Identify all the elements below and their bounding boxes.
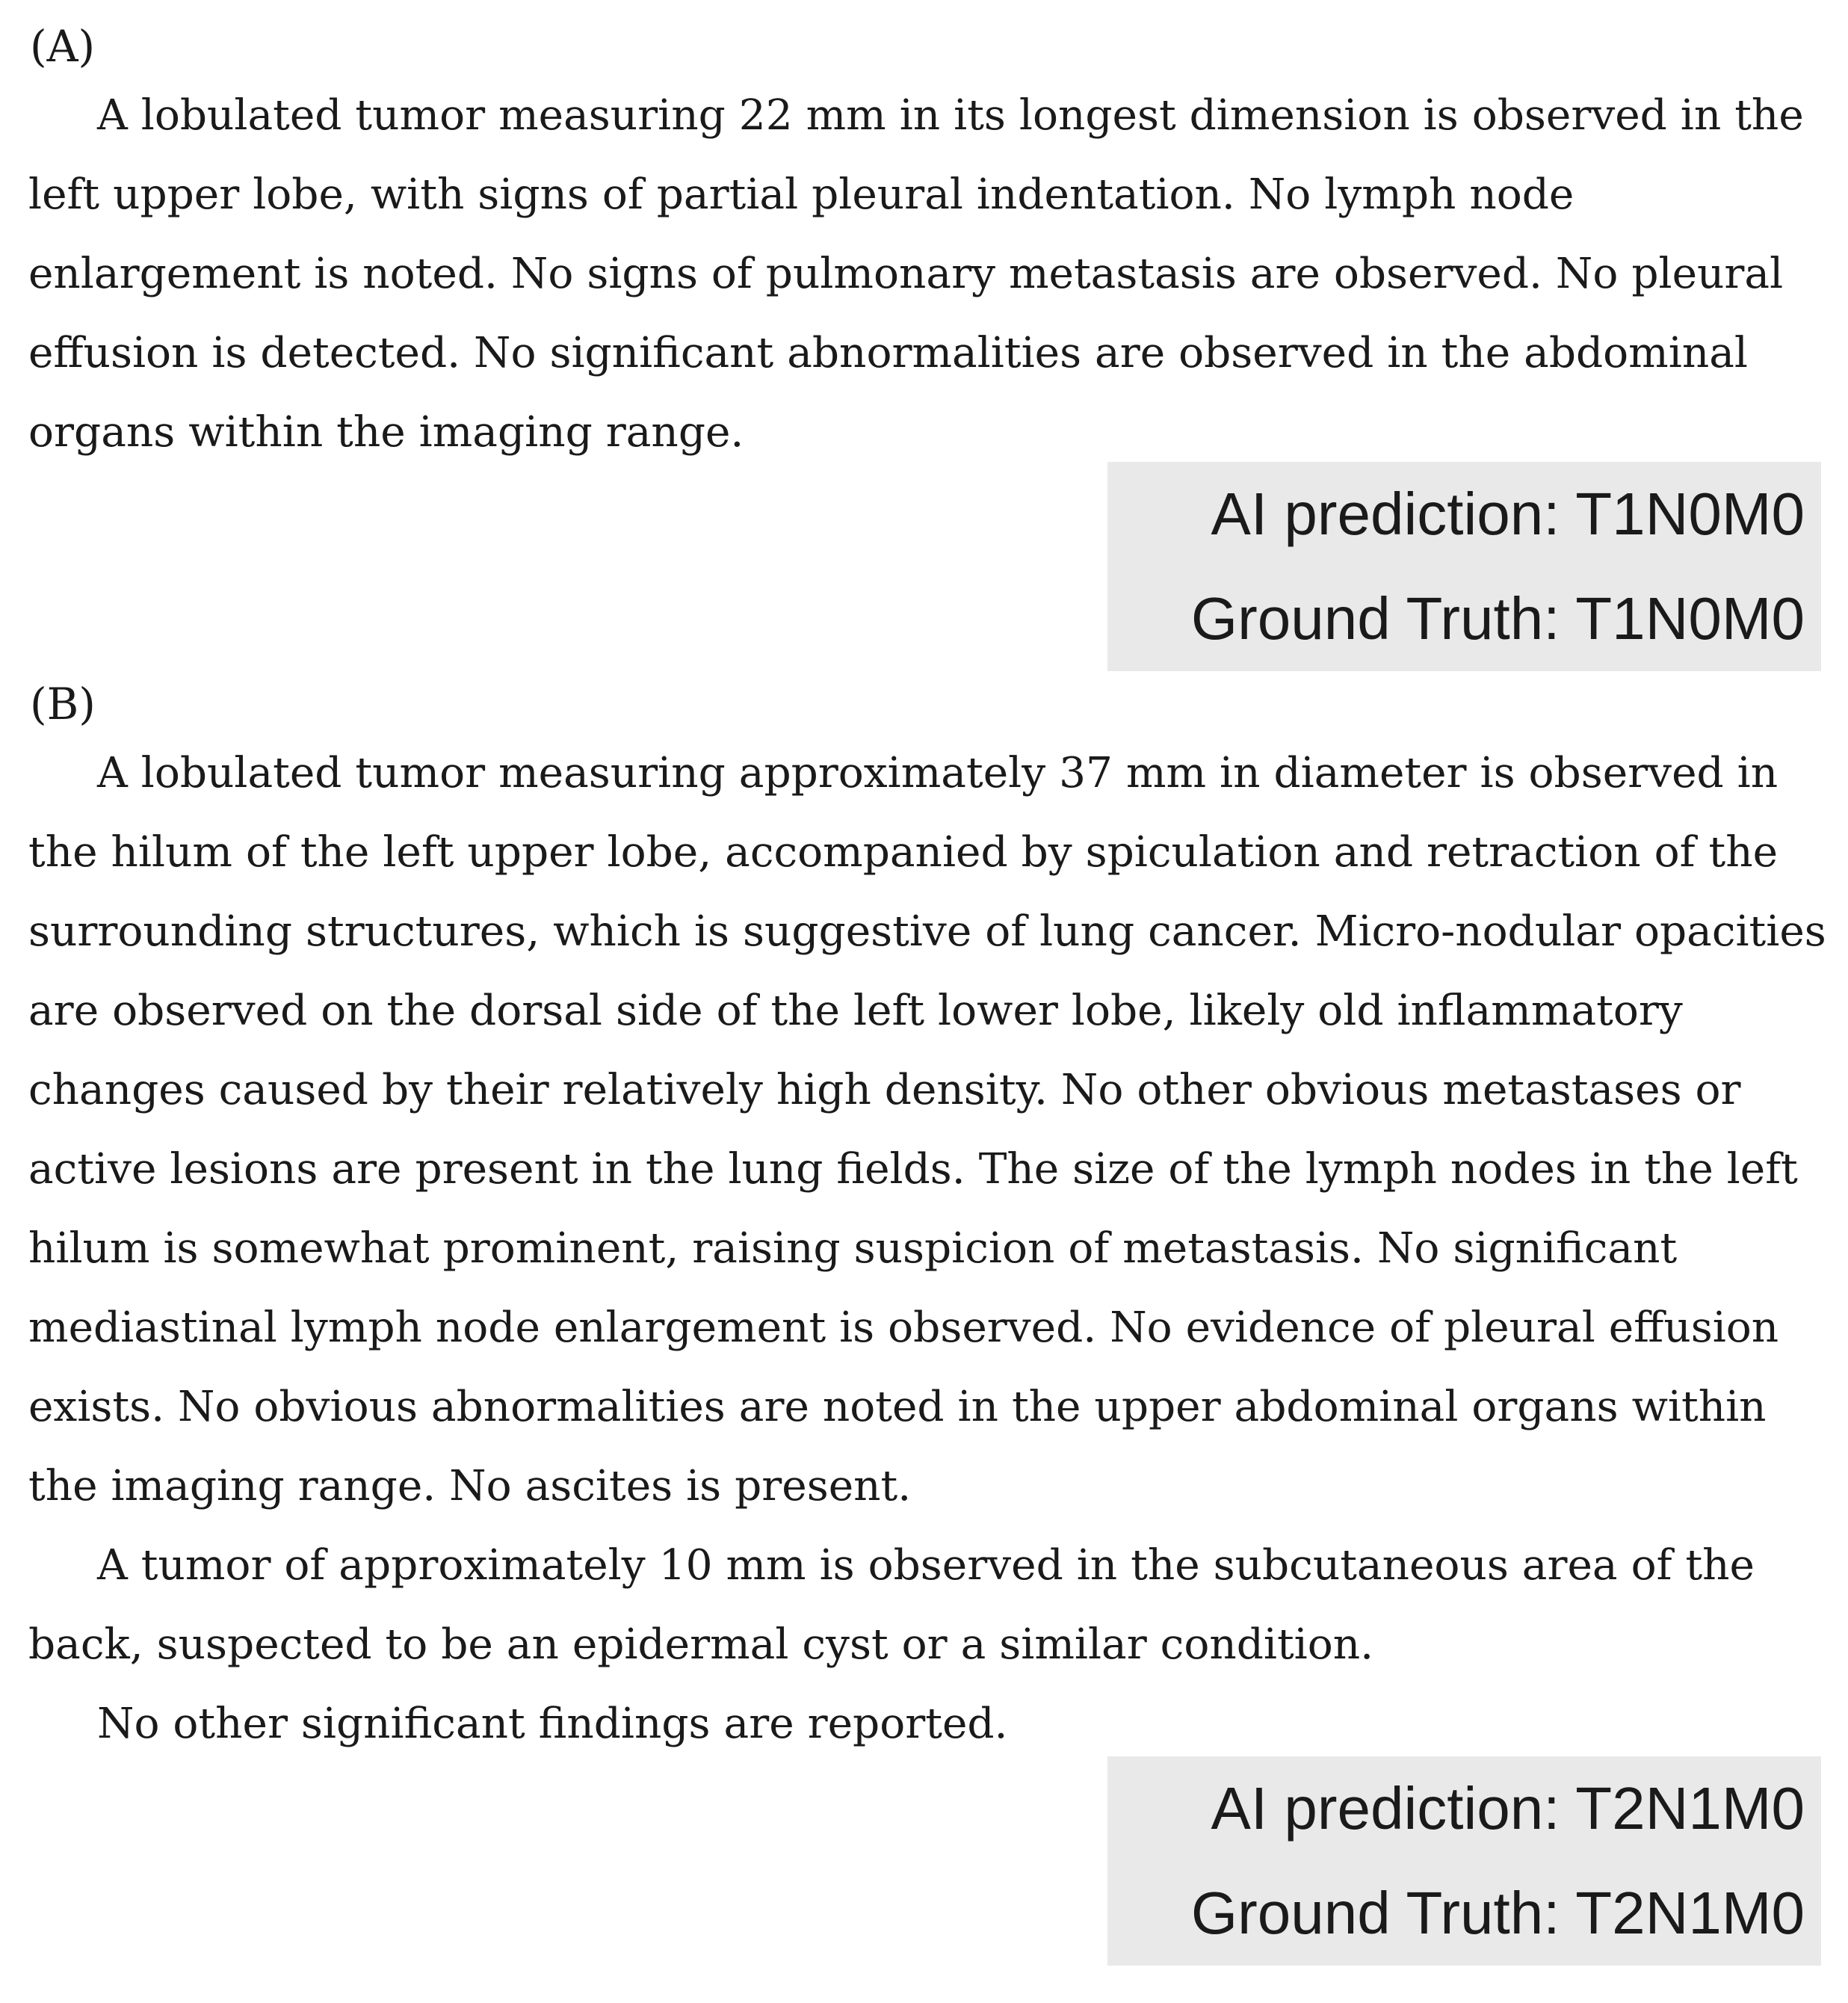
- ai-prediction-b: AI prediction: T2N1M0: [1211, 1775, 1805, 1842]
- result-box-a: [1107, 462, 1821, 671]
- report-paragraph: A lobulated tumor measuring approximately 37 mm in diameter is observed in the hilum of the left upper lobe, accompanied by spiculation and retraction of the surrounding structures, which is suggestive of lung cancer. Micro-nodular opacities are observed on the dorsal side of the left lower lobe, likely old inflammatory changes caused by their relatively high density. No other obvious metastases or active lesions are present in the lung fields. The size of the lymph nodes in the left hilum is somewhat prominent, raising suspicion of metastasis. No significant mediastinal lymph node enlargement is observed. No evidence of pleural effusion exists. No obvious abnormalities are noted in the upper abdominal organs within the imaging range. No ascites is present.: [28, 749, 1826, 1510]
- section-label-b: (B): [30, 679, 96, 729]
- report-paragraph: A lobulated tumor measuring 22 mm in its longest dimension is observed in the left upper lobe, with signs of partial pleural indentation. No lymph node enlargement is noted. No signs of pulmonary metastasis are observed. No pleural effusion is detected. No significant abnormalities are observed in the abdominal organs within the imaging range.: [28, 91, 1804, 457]
- case-section-b: [28, 674, 1829, 1764]
- case-section-a: [28, 16, 1829, 472]
- ground-truth-b: Ground Truth: T2N1M0: [1190, 1880, 1805, 1946]
- result-box-b: [1107, 1756, 1821, 1966]
- report-paragraph: A tumor of approximately 10 mm is observed in the subcutaneous area of the back, suspected to be an epidermal cyst or a similar condition.: [28, 1541, 1755, 1669]
- section-label-a: (A): [30, 21, 96, 72]
- ground-truth-a: Ground Truth: T1N0M0: [1190, 585, 1805, 652]
- report-paragraph: No other significant findings are reported.: [97, 1700, 1008, 1748]
- ai-prediction-a: AI prediction: T1N0M0: [1211, 481, 1805, 547]
